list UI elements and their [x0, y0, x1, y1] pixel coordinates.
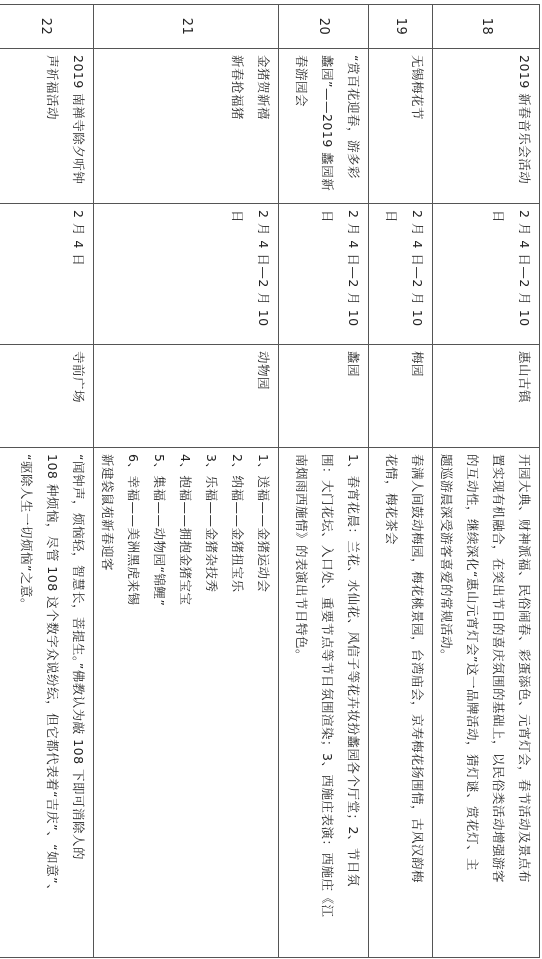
event-description-line: 围：大门花坛、入口处、重要节点等节日氛围渲染；3、西施庄表演：西施庄《江	[320, 454, 335, 918]
event-description-line: 南烟雨西施情》的表演出节日特色。	[294, 454, 309, 663]
event-name-line: 2019 南禅寺除夕听钟	[71, 55, 86, 185]
row-number-cell: 20	[279, 5, 369, 49]
table-row	[279, 5, 369, 958]
event-name-line: 无锡梅花节	[410, 55, 425, 121]
event-description-line: 题巡游晨深受游客喜爱的常规活动。	[439, 454, 454, 663]
event-description-line: 的互动性，继续深化“惠山元宵灯会”这一品牌活动，猜灯谜、赏花灯、主	[465, 454, 480, 871]
event-description-cell	[433, 448, 540, 958]
event-venue-cell: 寺前广场	[0, 345, 94, 448]
event-description-line: 花情，梅花茶会	[384, 454, 399, 546]
table-row	[94, 5, 279, 958]
event-description-line: 开园大典、财神派福、民俗闹春、彩蛋添色、元宵灯会，春节活动及景点布	[517, 454, 532, 884]
event-name-line: 蠡园”——2019 蠡园新	[320, 55, 335, 192]
event-name-line: 金猪贺新禧	[256, 55, 271, 121]
event-date-cell: 2 月 4 日	[0, 204, 94, 345]
event-name-cell	[369, 49, 433, 204]
event-date-cell: 2 月 4 日—2 月 10 日	[433, 204, 540, 345]
event-venue-cell: 梅园	[369, 345, 433, 448]
event-description-line: 1、送福——金猪运动会	[256, 454, 271, 593]
row-number-cell: 21	[94, 5, 279, 49]
event-name-line: 春游园会	[294, 55, 309, 108]
event-description-line: 4、抱福——拥抱金猪宝宝	[178, 454, 193, 606]
table-row	[0, 5, 94, 958]
table-row	[369, 5, 433, 958]
event-description-line: “驱除人生一切烦恼”之意。	[19, 454, 34, 611]
event-description-line: 2、纳福——金猪扭宝乐	[230, 454, 245, 593]
event-name-line: 2019 新春音乐会活动	[517, 55, 532, 185]
event-description-cell	[369, 448, 433, 958]
events-table	[0, 4, 540, 958]
event-description-cell	[0, 448, 94, 958]
event-description-line: 5、集福——动物园“锦鲤”	[152, 454, 167, 607]
event-venue-cell: 蠡园	[279, 345, 369, 448]
row-number-cell: 19	[369, 5, 433, 49]
event-description-line: 置实现有机融合，在突出节日的喜庆氛围的基础上，以民俗类活动增强游客	[491, 454, 506, 884]
table-row	[433, 5, 540, 958]
event-name-cell	[94, 49, 279, 204]
event-venue-cell: 动物园	[94, 345, 279, 448]
event-description-line: 108 种烦恼，尽管 108 这个数字众说纷纭，但它都代表着“吉庆”、“如意”、	[45, 454, 60, 898]
row-number-cell: 22	[0, 5, 94, 49]
event-name-cell	[433, 49, 540, 204]
event-date-cell: 2 月 4 日—2 月 10 日	[279, 204, 369, 345]
event-description-line: 6、幸福——美洲黑虎来锡	[126, 454, 141, 606]
event-venue-cell: 惠山古镇	[433, 345, 540, 448]
event-description-cell	[94, 448, 279, 958]
event-description-line: “闻钟声，烦恼轻，智慧长，菩提生。”佛教认为敲 108 下即可消除人的	[71, 454, 86, 861]
event-name-line: “赏百花迎春，游多彩	[346, 55, 361, 179]
event-name-line: 新春抢福猪	[230, 55, 245, 121]
event-description-line: 1、春宵花晨：兰花、水仙花、风信子等花卉妆扮蠡园各个厅堂；2、节日氛	[346, 454, 361, 887]
events-table-body	[0, 5, 540, 958]
row-number-cell: 18	[433, 5, 540, 49]
event-description-cell	[279, 448, 369, 958]
event-name-cell	[0, 49, 94, 204]
event-description-line: 3、乐福——金猪杂技秀	[204, 454, 219, 593]
event-description-line: 春满人间鼓动梅园，梅花桃景园，台湾庙会，京寿梅花扬围情，古风汉韵梅	[410, 454, 425, 884]
event-date-cell: 2 月 4 日—2 月 10 日	[94, 204, 279, 345]
event-name-cell	[279, 49, 369, 204]
event-date-cell: 2 月 4 日—2 月 10 日	[369, 204, 433, 345]
event-description-line: 新建袋鼠苑新春迎客	[100, 454, 115, 572]
event-name-line: 声祈福活动	[45, 55, 60, 121]
